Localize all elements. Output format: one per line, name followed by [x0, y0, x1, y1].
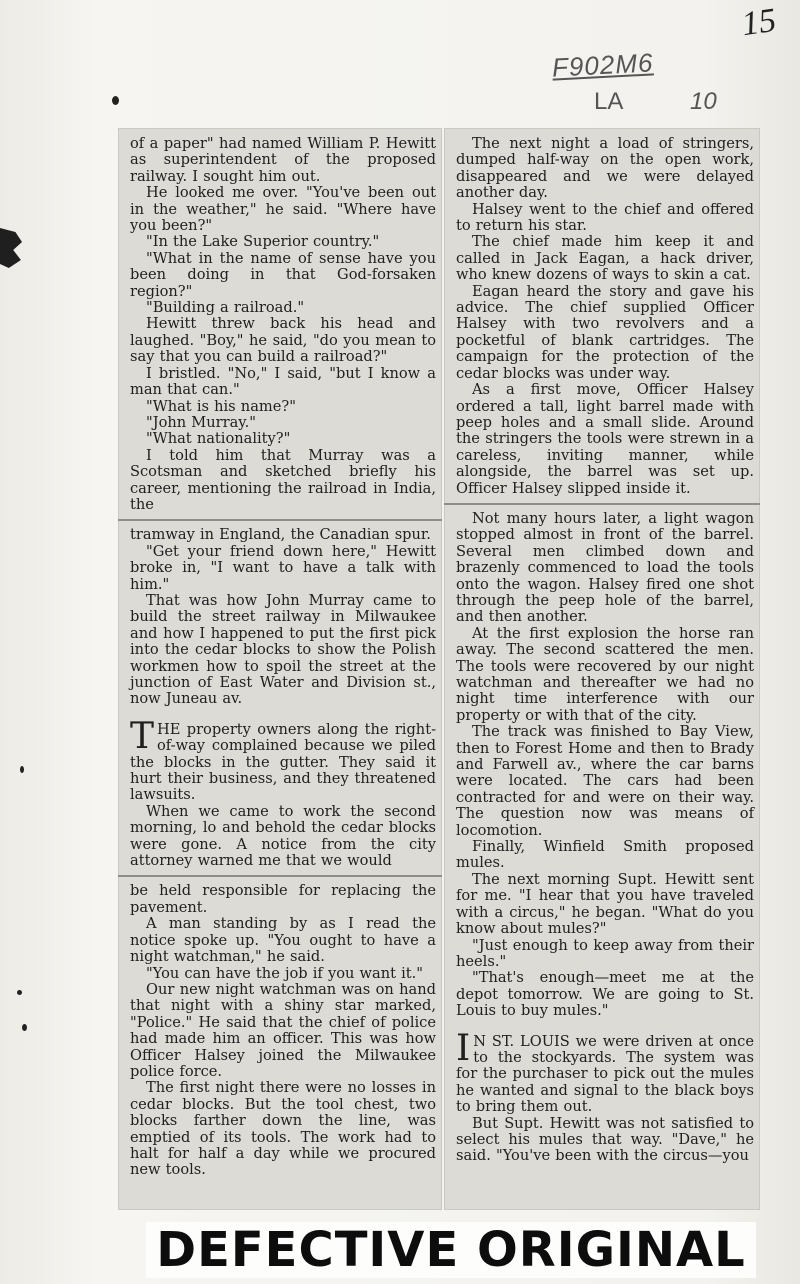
paragraph: be held responsible for replacing the pavement. [130, 882, 436, 916]
paragraph: "What is his name?" [146, 397, 296, 415]
paragraph: "That's enough—meet me at the depot tomorrow. We are going to St. Louis to buy mules." [456, 969, 754, 1020]
paragraph: of a paper" had named William P. Hewitt as superintendent of the proposed railway. I sought him out. [130, 135, 436, 185]
section-lead-text: N ST. LOUIS we were driven at once to the stockyards. The system was for the purchaser to pick out the mules he wanted and signal to the black boys to bring them out. [456, 1032, 754, 1116]
scan-speck [17, 990, 22, 995]
paragraph: "In the Lake Superior country." [146, 233, 380, 251]
paragraph: The next morning Supt. Hewitt sent for me. "I hear that you have traveled with a circus," he began. "What do you know about mules?" [456, 870, 754, 938]
section-lead-text: HE property owners along the right-of-way complained because we piled the blocks in the gutter. They said it hurt their business, and they threatened lawsuits. [130, 720, 436, 804]
paragraph: "You can have the job if you want it." [146, 964, 424, 982]
archive-code: F902M6 [551, 47, 655, 83]
scan-speck [20, 766, 24, 773]
paragraph: Finally, Winfield Smith proposed mules. [456, 838, 754, 872]
paragraph: "John Murray." [146, 413, 256, 431]
scan-speck [112, 96, 119, 105]
scan-speck [22, 1024, 27, 1031]
paragraph: Our new night watchman was on hand that night with a shiny star marked, "Police." He said that the chief of police had made him an officer. This was how Officer Halsey joined the Milwaukee police force. [130, 980, 436, 1080]
clipping-fold [118, 519, 442, 521]
paragraph: A man standing by as I read the notice spoke up. "You ought to have a night watchman," he said. [130, 915, 436, 966]
section-break [456, 1020, 754, 1034]
paragraph: "Get your friend down here," Hewitt broke in, "I want to have a talk with him." [130, 542, 436, 593]
clipping-fold [444, 503, 760, 505]
drop-cap: I [456, 1027, 471, 1069]
section-lead-paragraph [456, 1027, 754, 1116]
paragraph: The next night a load of stringers, dumped half-way on the open work, disappeared and we were delayed another day. [456, 135, 754, 202]
paragraph: The track was finished to Bay View, then to Forest Home and then to Brady and Farwell av., where the car barns were located. The cars had been contracted for and were on their way. The question now was means of locomotion. [456, 723, 754, 839]
paragraph: "Building a railroad." [146, 299, 305, 317]
paragraph: The chief made him keep it and called in Jack Eagan, a hack driver, who knew dozens of ways to skin a cat. [456, 233, 754, 284]
paragraph: He looked me over. "You've been out in the weather," he said. "Where have you been?" [130, 184, 436, 235]
paragraph: "Just enough to keep away from their heels." [456, 936, 754, 970]
section-break [130, 708, 436, 722]
paragraph: As a first move, Officer Halsey ordered a tall, light barrel made with peep holes and a small slide. Around the stringers the tools were strewn in a careless, inviting manner, while alongside, the barrel was set up. Officer Halsey slipped inside it. [456, 381, 754, 497]
paragraph: I bristled. "No," I said, "but I know a man that can." [130, 364, 436, 399]
paragraph: But Supt. Hewitt was not satisfied to select his mules that way. "Dave," he said. "You've been with the circus—you [456, 1114, 754, 1165]
archive-section: LA [594, 88, 624, 115]
paragraph: Eagan heard the story and gave his advice. The chief supplied Officer Halsey with two revolvers and a pocketful of blank cartridges. The campaign for the protection of the cedar blocks was under way. [456, 282, 754, 382]
paragraph: I told him that Murray was a Scotsman and sketched briefly his career, mentioning the railroad in India, the [130, 446, 436, 513]
paragraph: Hewitt threw back his head and laughed. "Boy," he said, "do you mean to say that you can build a railroad?" [130, 315, 436, 366]
paragraph: "What nationality?" [146, 430, 291, 448]
drop-cap: T [130, 715, 155, 757]
page-number: 15 [739, 1, 779, 44]
paragraph: When we came to work the second morning, lo and behold the cedar blocks were gone. A notice from the city attorney warned me that we would [130, 802, 436, 870]
paragraph: tramway in England, the Canadian spur. [130, 526, 431, 544]
paragraph: The first night there were no losses in cedar blocks. But the tool chest, two blocks farther down the line, was emptied of its tools. The work had to halt for half a day while we procured new tools. [130, 1079, 436, 1179]
paragraph: That was how John Murray came to build the street railway in Milwaukee and how I happened to put the first pick into the cedar blocks to show the Polish workmen how to spoil the street at the junction of East Water and Division st., now Juneau av. [130, 591, 436, 708]
paragraph: Not many hours later, a light wagon stopped almost in front of the barrel. Several men climbed down and brazenly commenced to load the tools onto the wagon. Halsey fired one shot through the peep hole of the barrel, and then another. [456, 509, 754, 626]
paragraph: Halsey went to the chief and offered to return his star. [456, 200, 754, 235]
clipping-fold [118, 875, 442, 877]
paragraph: At the first explosion the horse ran away. The second scattered the men. The tools were recovered by our night watchman and thereafter we had no night time interference with our property or with that of the city. [456, 624, 754, 724]
defective-original-banner [146, 1222, 756, 1278]
paragraph: "What in the name of sense have you been doing in that God-forsaken region?" [130, 249, 436, 300]
defective-original-label: DEFECTIVE ORIGINAL [156, 1222, 746, 1278]
article-column-right [444, 128, 760, 1210]
section-lead-paragraph [130, 715, 436, 804]
archive-number: 10 [690, 88, 717, 115]
article-column-left [118, 128, 442, 1210]
